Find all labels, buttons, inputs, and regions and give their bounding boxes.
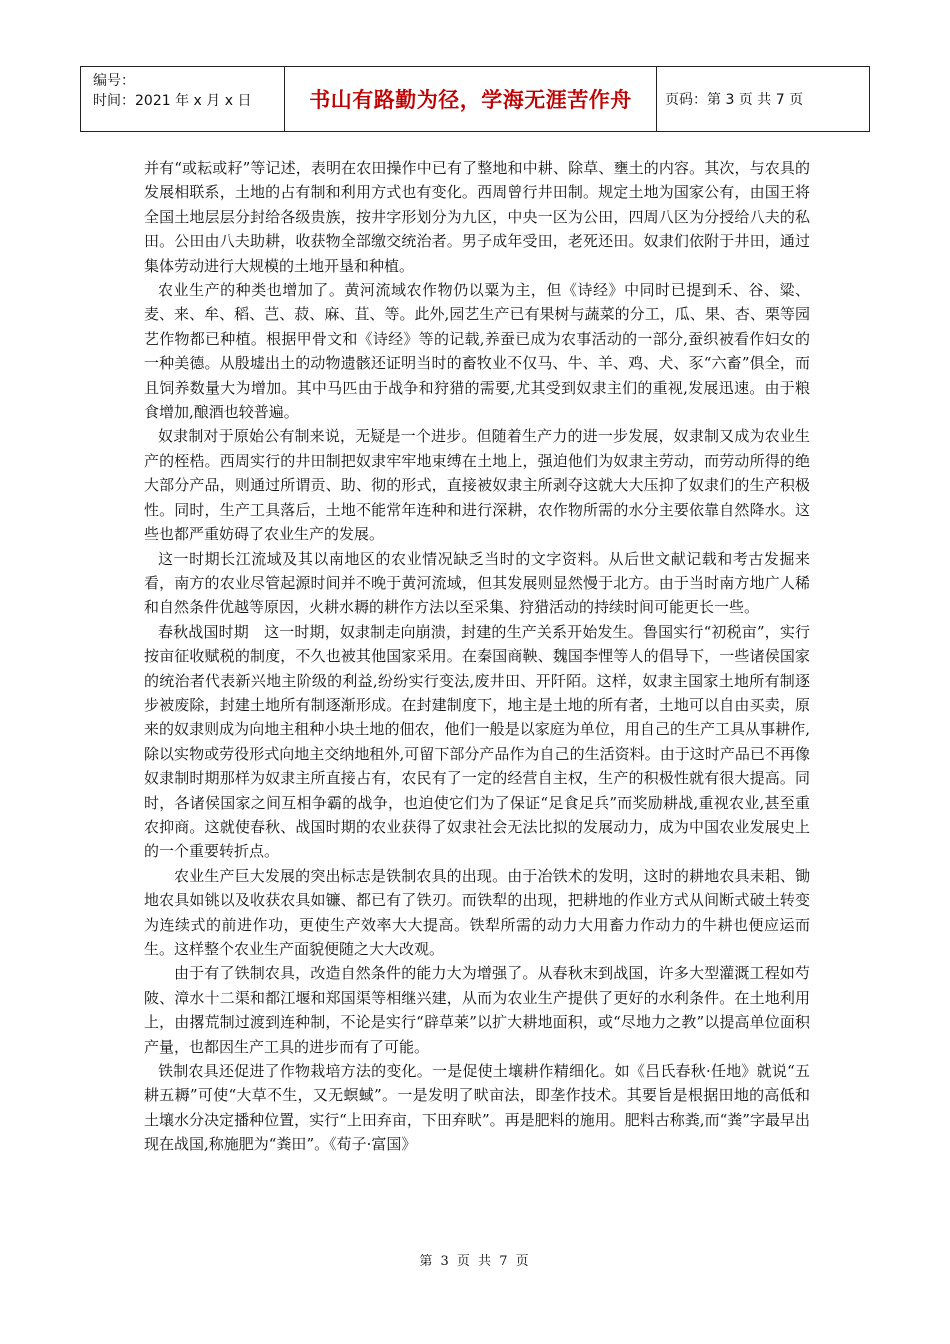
- paragraph: 由于有了铁制农具，改造自然条件的能力大为增强了。从春秋末到战国，许多大型灌溉工程如芍陂、漳水十二渠和都江堰和郑国渠等相继兴建，从而为农业生产提供了更好的水利条件。在土地利用上，由撂荒制过渡到连种制，不论是实行“辟草莱”以扩大耕地面积，或“尽地力之教”以提高单位面积产量，也都因生产工具的进步而有了可能。: [144, 964, 810, 1056]
- time-label: 时间：2021 年 x 月 x 日: [93, 93, 252, 109]
- header-page-info: 页码：第 3 页 共 7 页: [665, 92, 804, 108]
- paragraph: 铁制农具还促进了作物栽培方法的变化。一是促使土壤耕作精细化。如《吕氏春秋·任地》就说“五耕五耨”可使“大草不生，又无螟蜮”。一是发明了畎亩法，即垄作技术。其要旨是根据田地的高低和土壤水分决定播种位置，实行“上田弃亩，下田弃畎”。再是肥料的施用。肥料古称粪,而“粪”字最早出现在战国,称施肥为“粪田”。《荀子·富国》: [144, 1062, 810, 1154]
- paragraph: 农业生产的种类也增加了。黄河流域农作物仍以粟为主，但《诗经》中同时已提到禾、谷、粱、麦、来、牟、稻、芑、菽、麻、苴、等。此外,园艺生产已有果树与蔬菜的分工，瓜、果、杏、栗等园艺作物都已种植。根据甲骨文和《诗经》等的记载,养蚕已成为农事活动的一部分,蚕织被看作妇女的一种美德。从殷墟出土的动物遗骸还证明当时的畜牧业不仅马、牛、羊、鸡、犬、豕“六畜”俱全，而且饲养数量大为增加。其中马匹由于战争和狩猎的需要,尤其受到奴隶主们的重视,发展迅速。由于粮食增加,酿酒也较普遍。: [144, 281, 810, 422]
- number-label: 编号：: [93, 73, 135, 89]
- paragraph: 春秋战国时期 这一时期，奴隶制走向崩溃，封建的生产关系开始发生。鲁国实行“初税亩”，实行按亩征收赋税的制度，不久也被其他国家采用。在秦国商鞅、魏国李悝等人的倡导下，一些诸侯国家的统治者代表新兴地主阶级的利益,纷纷实行变法,废井田、开阡陌。这样，奴隶主国家土地所有制逐步被废除，封建土地所有制逐渐形成。在封建制度下，地主是土地的所有者，土地可以自由买卖，原来的奴隶则成为向地主租种小块土地的佃农，他们一般是以家庭为单位，用自己的生产工具从事耕作,除以实物或劳役形式向地主交纳地租外,可留下部分产品作为自己的生活资料。由于这时产品已不再像奴隶制时期那样为奴隶主所直接占有，农民有了一定的经营自主权，生产的积极性就有很大提高。同时，各诸侯国家之间互相争霸的战争，也迫使它们为了保证“足食足兵”而奖励耕战,重视农业,甚至重农抑商。这就使春秋、战国时期的农业获得了奴隶社会无法比拟的发展动力，成为中国农业发展史上的一个重要转折点。: [144, 622, 810, 861]
- paragraph: 农业生产巨大发展的突出标志是铁制农具的出现。由于冶铁术的发明，这时的耕地农具耒耜、锄地农具如铫以及收获农具如镰、都已有了铁刃。而铁犁的出现，把耕地的作业方式从间断式破土转变为连续式的前进作功，更使生产效率大大提高。铁犁所需的动力大用畜力作动力的牛耕也便应运而生。这样整个农业生产面貌便随之大大改观。: [144, 866, 810, 958]
- paragraph: 并有“或耘或耔”等记述，表明在农田操作中已有了整地和中耕、除草、壅土的内容。其次，与农具的发展相联系，土地的占有制和利用方式也有变化。西周曾行井田制。规定土地为国家公有，由国王将全国土地层层分封给各级贵族，按井字形划分为九区，中央一区为公田，四周八区为分授给八夫的私田。公田由八夫助耕，收获物全部缴交统治者。男子成年受田，老死还田。奴隶们依附于井田，通过集体劳动进行大规模的土地开垦和种植。: [144, 159, 810, 275]
- header-motto: 书山有路勤为径，学海无涯苦作舟: [285, 67, 657, 131]
- document-body: [144, 156, 810, 1157]
- paragraph: 奴隶制对于原始公有制来说，无疑是一个进步。但随着生产力的进一步发展，奴隶制又成为农业生产的桎梏。西周实行的井田制把奴隶牢牢地束缚在土地上，强迫他们为奴隶主劳动，而劳动所得的绝大部分产品，则通过所谓贡、助、彻的形式，直接被奴隶主所剥夺这就大大压抑了奴隶们的生产积极性。同时，生产工具落后，土地不能常年连种和进行深耕，农作物所需的水分主要依靠自然降水。这些也都严重妨碍了农业生产的发展。: [144, 427, 810, 544]
- page-header: [80, 66, 870, 132]
- header-meta: [81, 67, 285, 131]
- page-footer: 第 3 页 共 7 页: [419, 1254, 531, 1269]
- paragraph: 这一时期长江流域及其以南地区的农业情况缺乏当时的文字资料。从后世文献记载和考古发掘来看，南方的农业尽管起源时间并不晚于黄河流域，但其发展则显然慢于北方。由于当时南方地广人稀和自然条件优越等原因，火耕水耨的耕作方法以至采集、狩猎活动的持续时间可能更长一些。: [144, 549, 810, 617]
